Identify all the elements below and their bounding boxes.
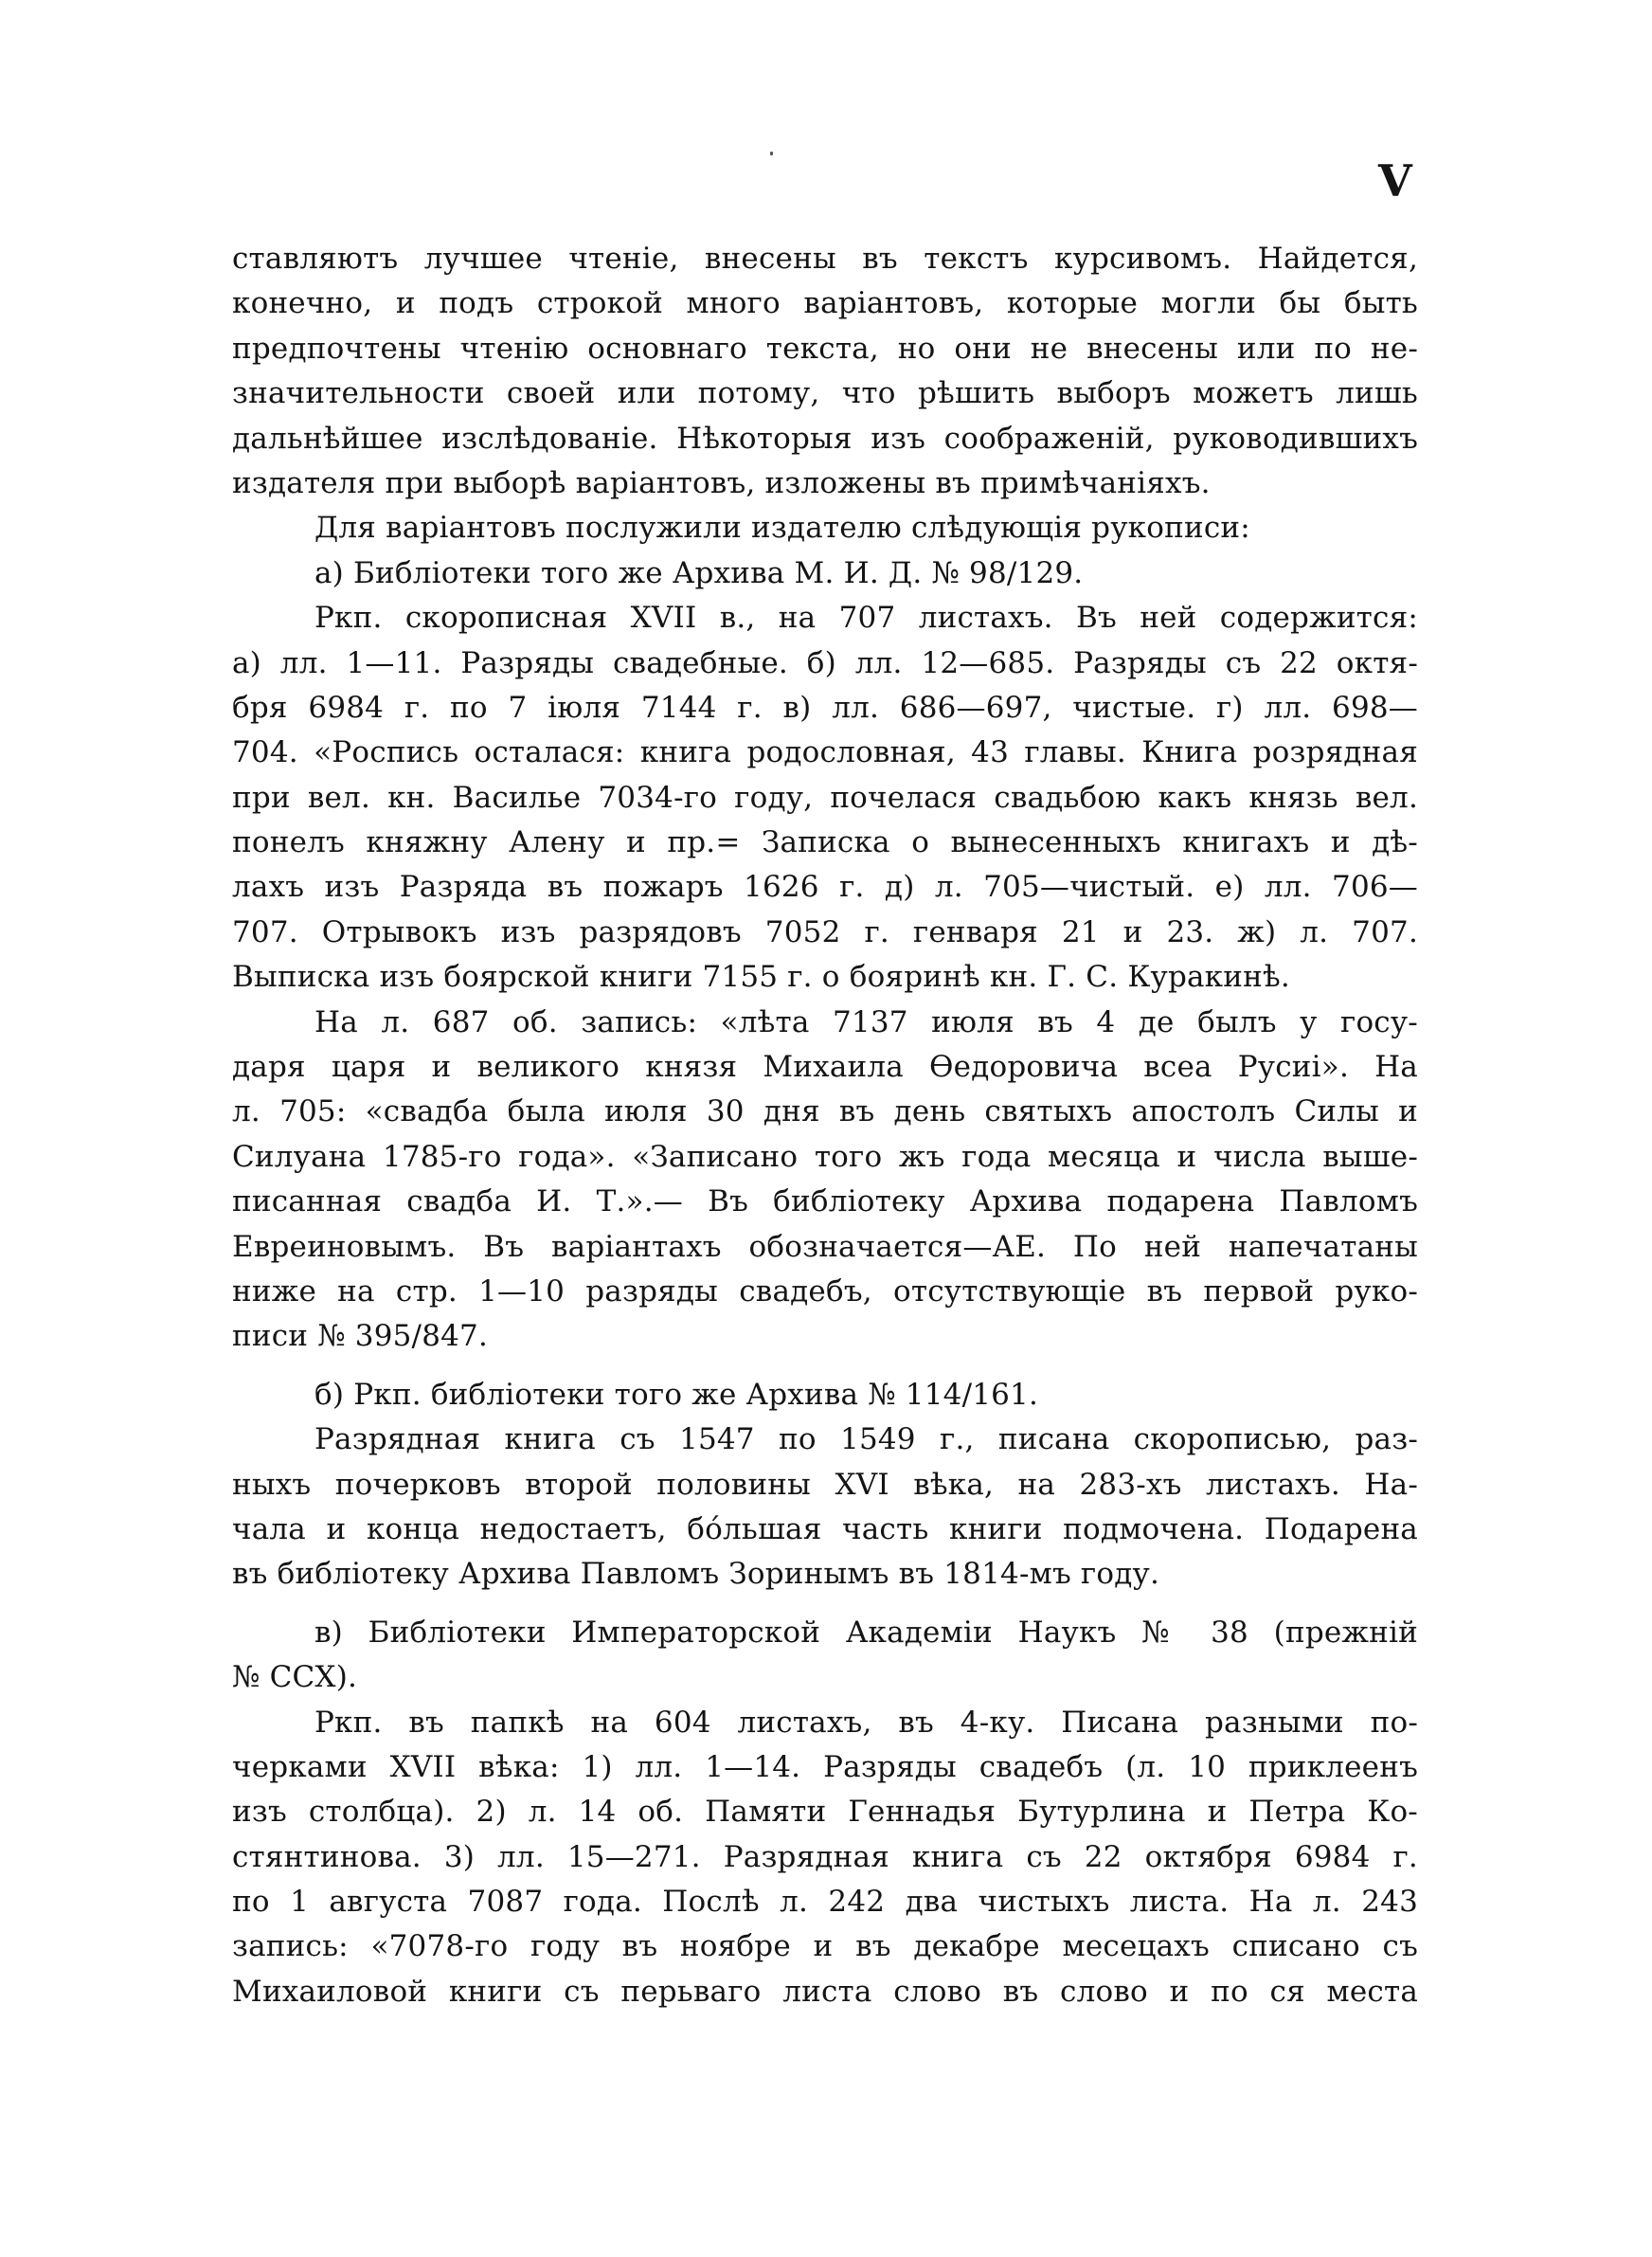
text-line: черками XVII вѣка: 1) лл. 1—14. Разряды свадебъ (л. 10 приклеенъ: [232, 1749, 1418, 1784]
text-line: Для варіантовъ послужили издателю слѣдующія рукописи:: [314, 511, 1250, 546]
text-line: ниже на стр. 1—10 разряды свадебъ, отсутствующіе въ первой руко-: [232, 1273, 1418, 1309]
text-line: стянтинова. 3) лл. 15—271. Разрядная книга съ 22 октября 6984 г.: [232, 1839, 1418, 1874]
paragraph-gap: [232, 1360, 1418, 1373]
text-line: Михаиловой книги съ перьваго листа слово въ слово и по ся места: [232, 1974, 1418, 2009]
text-line: л. 705: «свадба была июля 30 дня въ день святыхъ апостолъ Силы и: [232, 1094, 1418, 1129]
text-line: На л. 687 об. запись: «лѣта 7137 июля въ 4 де былъ у госу-: [314, 1004, 1418, 1039]
text-line: Ркп. въ папкѣ на 604 листахъ, въ 4-ку. Писана разными по-: [314, 1705, 1418, 1740]
text-line: № CCX).: [232, 1660, 358, 1695]
text-line: а) лл. 1—11. Разряды свадебные. б) лл. 12—685. Разряды съ 22 октя-: [232, 645, 1418, 680]
text-line: конечно, и подъ строкой много варіантовъ, которые могли бы быть: [232, 286, 1418, 321]
print-speck: [770, 152, 773, 155]
text-line: Евреиновымъ. Въ варіантахъ обозначается—АЕ. По ней напечатаны: [232, 1229, 1418, 1264]
text-line: запись: «7078-го году въ ноябре и въ декабре месецахъ списано съ: [232, 1929, 1418, 1964]
text-line: а) Библіотеки того же Архива М. И. Д. № 98/129.: [314, 555, 1084, 590]
text-line: даря царя и великого князя Михаила Ѳедоровича всеа Русиі». На: [232, 1050, 1418, 1085]
text-line: в) Библіотеки Императорской Академіи Наукъ № 38 (прежній: [314, 1615, 1418, 1650]
text-line: 707. Отрывокъ изъ разрядовъ 7052 г. генваря 21 и 23. ж) л. 707.: [232, 914, 1418, 949]
text-line: ныхъ почерковъ второй половины XVI вѣка, на 283-хъ листахъ. На-: [232, 1467, 1418, 1502]
text-line: Разрядная книга съ 1547 по 1549 г., писана скорописью, раз-: [314, 1422, 1418, 1457]
text-line: въ библіотеку Архива Павломъ Зоринымъ въ 1814-мъ году.: [232, 1557, 1160, 1592]
page-number: V: [1378, 155, 1412, 207]
text-line: бря 6984 г. по 7 іюля 7144 г. в) лл. 686—697, чистые. г) лл. 698—: [232, 690, 1418, 725]
text-line: 704. «Роспись осталася: книга родословная, 43 главы. Книга розрядная: [232, 735, 1418, 770]
text-line: значительности своей или потому, что рѣшить выборъ можетъ лишь: [232, 376, 1418, 411]
text-line: изъ столбца). 2) л. 14 об. Памяти Геннадья Бутурлина и Петра Ко-: [232, 1795, 1418, 1830]
text-line: предпочтены чтенію основнаго текста, но они не внесены или по не-: [232, 331, 1418, 366]
text-line: понелъ княжну Алену и пр.= Записка о вынесенныхъ книгахъ и дѣ-: [232, 825, 1418, 860]
text-line: дальнѣйшее изслѣдованіе. Нѣкоторыя изъ соображеній, руководившихъ: [232, 421, 1418, 456]
text-line: издателя при выборѣ варіантовъ, изложены въ примѣчаніяхъ.: [232, 465, 1211, 500]
text-line: лахъ изъ Разряда въ пожаръ 1626 г. д) л. 705—чистый. е) лл. 706—: [232, 870, 1418, 905]
text-line: по 1 августа 7087 года. Послѣ л. 242 два чистыхъ листа. На л. 243: [232, 1885, 1418, 1920]
paragraph-gap: [232, 1598, 1418, 1611]
text-line: писи № 395/847.: [232, 1319, 489, 1354]
text-line: при вел. кн. Василье 7034-го году, почелася свадьбою какъ князь вел.: [232, 780, 1418, 815]
text-line: Выписка изъ боярской книги 7155 г. о бояринѣ кн. Г. С. Куракинѣ.: [232, 960, 1290, 995]
text-line: писанная свадба И. Т.».— Въ библіотеку Архива подарена Павломъ: [232, 1184, 1418, 1219]
text-line: б) Ркп. библіотеки того же Архива № 114/161.: [314, 1377, 1039, 1412]
text-line: Ркп. скорописная XVII в., на 707 листахъ. Въ ней содержится:: [314, 601, 1418, 636]
text-line: ставляютъ лучшее чтеніе, внесены въ текстъ курсивомъ. Найдется,: [232, 242, 1418, 276]
body-text: [232, 237, 1418, 2014]
text-line: Силуана 1785-го года». «Записано того жъ года месяца и числа выше-: [232, 1139, 1418, 1174]
text-line: чала и конца недостаетъ, бо́льшая часть книги подмочена. Подарена: [232, 1511, 1418, 1546]
